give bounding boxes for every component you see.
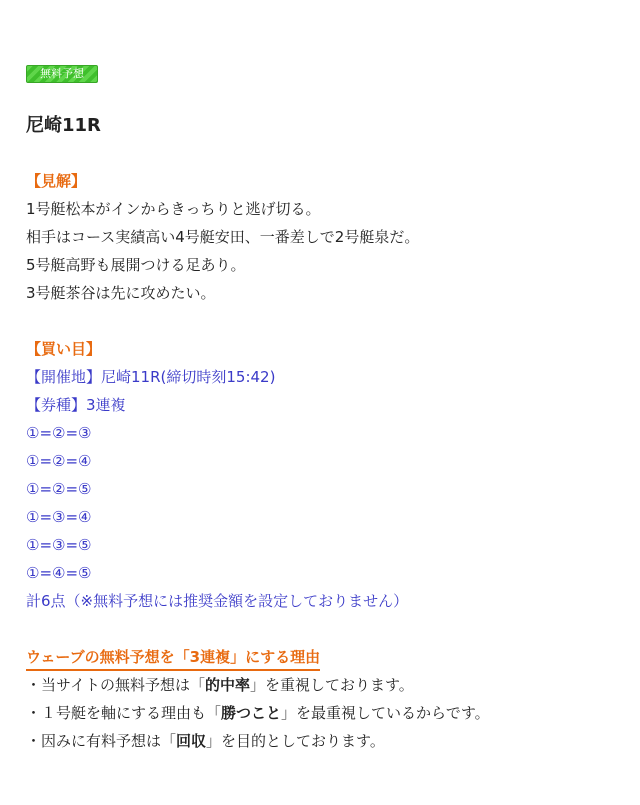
reason-bullet bbox=[26, 727, 626, 755]
bullet-emphasis: 勝つこと bbox=[221, 704, 282, 722]
ticket-type-line bbox=[26, 391, 626, 419]
view-heading: 【見解】 bbox=[26, 172, 87, 190]
venue-label: 【開催地】 bbox=[26, 368, 102, 386]
view-line: 3号艇茶谷は先に攻めたい。 bbox=[26, 284, 216, 302]
view-line: 相手はコース実績高い4号艇安田、一番差しで2号艇泉だ。 bbox=[26, 228, 420, 246]
bets-heading: 【買い目】 bbox=[26, 340, 102, 358]
combo-line: ①=②=③ bbox=[26, 424, 92, 442]
bullet-text: 」を最重視しているからです。 bbox=[281, 704, 490, 722]
ticket-type-value: 3連複 bbox=[86, 396, 126, 414]
bullet-emphasis: 的中率 bbox=[204, 676, 250, 694]
bullet-text: 」を重視しております。 bbox=[249, 676, 414, 694]
combo-line: ①=②=④ bbox=[26, 452, 92, 470]
view-line: 5号艇高野も展開つける足あり。 bbox=[26, 256, 246, 274]
free-prediction-badge: 無料予想 bbox=[26, 65, 98, 83]
reason-bullet bbox=[26, 671, 626, 699]
bullet-text: 」を目的としております。 bbox=[206, 732, 385, 750]
reason-title: ウェーブの無料予想を「3連複」にする理由 bbox=[26, 645, 320, 671]
total-points: 計6点（※無料予想には推奨金額を設定しておりません） bbox=[26, 592, 409, 610]
venue-line bbox=[26, 363, 626, 391]
bullet-text: ・当サイトの無料予想は「 bbox=[26, 676, 205, 694]
combo-line: ①=③=⑤ bbox=[26, 536, 92, 554]
ticket-type-label: 【券種】 bbox=[26, 396, 87, 414]
bullet-text: ・因みに有料予想は「 bbox=[26, 732, 177, 750]
combo-line: ①=③=④ bbox=[26, 508, 92, 526]
article-body bbox=[26, 62, 626, 755]
view-line: 1号艇松本がインからきっちりと逃げ切る。 bbox=[26, 200, 321, 218]
combo-line: ①=④=⑤ bbox=[26, 564, 92, 582]
bullet-text: ・１号艇を軸にする理由も「 bbox=[26, 704, 222, 722]
reason-bullet bbox=[26, 699, 626, 727]
bullet-emphasis: 回収 bbox=[176, 732, 207, 750]
venue-value: 尼崎11R(締切時刻15:42) bbox=[101, 368, 276, 386]
reason-bullets bbox=[26, 671, 626, 755]
race-title: 尼崎11R bbox=[26, 115, 101, 136]
combo-line: ①=②=⑤ bbox=[26, 480, 92, 498]
